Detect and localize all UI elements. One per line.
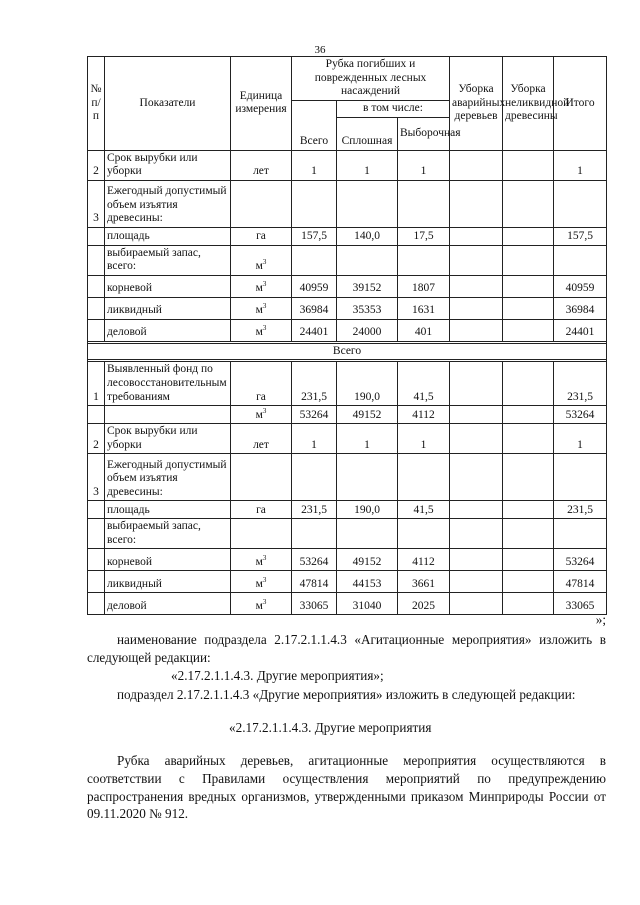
cell-total: 24401 <box>292 319 337 341</box>
section-title <box>88 341 607 362</box>
cell-sum: 36984 <box>554 297 607 319</box>
cell-num <box>88 406 105 424</box>
cell-solid <box>337 454 398 501</box>
cell-illiquid <box>503 406 554 424</box>
cell-num <box>88 297 105 319</box>
paragraph-rename-subsection: наименование подраздела 2.17.2.1.1.4.3 «Агитационные мероприятия» изложить в следующей редакции: <box>87 632 606 665</box>
cell-emergency <box>450 245 503 275</box>
cell-label: деловой <box>105 593 231 615</box>
cell-num <box>88 319 105 341</box>
cell-label: выбираемый запас, всего: <box>105 245 231 275</box>
table-body-upper <box>88 150 607 341</box>
cell-emergency <box>450 501 503 519</box>
cell-unit: $м^3$ <box>231 297 292 319</box>
cell-sum <box>554 245 607 275</box>
forest-felling-table <box>87 56 607 615</box>
cell-emergency <box>450 424 503 454</box>
cell-num <box>88 227 105 245</box>
cell-num: 3 <box>88 180 105 227</box>
cell-solid: 1 <box>337 424 398 454</box>
cell-illiquid <box>503 571 554 593</box>
cell-unit: лет <box>231 424 292 454</box>
cell-label: Срок вырубки или уборки <box>105 150 231 180</box>
table-row <box>88 275 607 297</box>
cell-label: Выявленный фонд по лесовосстановительным требованиям <box>105 362 231 406</box>
cell-unit <box>231 519 292 549</box>
cell-selective <box>398 180 450 227</box>
cell-unit: га <box>231 501 292 519</box>
cell-emergency <box>450 406 503 424</box>
cell-selective <box>398 454 450 501</box>
cell-solid: 44153 <box>337 571 398 593</box>
cell-total: 231,5 <box>292 362 337 406</box>
cell-total: 53264 <box>292 549 337 571</box>
cell-label: ликвидный <box>105 571 231 593</box>
cell-selective: 401 <box>398 319 450 341</box>
cell-emergency <box>450 227 503 245</box>
cell-unit: $м^3$ <box>231 406 292 424</box>
cell-illiquid <box>503 150 554 180</box>
header-emergency: Уборка аварийных деревьев <box>450 57 503 151</box>
cell-emergency <box>450 319 503 341</box>
header-sum: Итого <box>554 57 607 151</box>
cell-total <box>292 245 337 275</box>
cell-label: корневой <box>105 549 231 571</box>
header-num: № п/п <box>88 57 105 151</box>
paragraph-subsection-edit: подраздел 2.17.2.1.1.4.3 «Другие мероприятия» изложить в следующей редакции: <box>117 687 576 702</box>
header-unit: Единица измерения <box>231 57 292 151</box>
cell-num <box>88 501 105 519</box>
cell-label: Срок вырубки или уборки <box>105 424 231 454</box>
table-row <box>88 227 607 245</box>
cell-selective: 1807 <box>398 275 450 297</box>
cell-emergency <box>450 571 503 593</box>
cell-sum: 231,5 <box>554 501 607 519</box>
page-number: 36 <box>314 44 326 56</box>
cell-solid: 49152 <box>337 406 398 424</box>
table-row <box>88 424 607 454</box>
cell-sum <box>554 454 607 501</box>
cell-emergency <box>450 297 503 319</box>
cell-illiquid <box>503 501 554 519</box>
cell-num: 2 <box>88 424 105 454</box>
cell-unit: $м^3$ <box>231 571 292 593</box>
table-row <box>88 406 607 424</box>
cell-total <box>292 180 337 227</box>
cell-unit: га <box>231 227 292 245</box>
cell-sum: 1 <box>554 424 607 454</box>
cell-sum: 47814 <box>554 571 607 593</box>
cell-emergency <box>450 362 503 406</box>
cell-label: Ежегодный допустимый объем изъятия древесины: <box>105 454 231 501</box>
cell-sum: 40959 <box>554 275 607 297</box>
cell-sum: 53264 <box>554 406 607 424</box>
cell-sum: 53264 <box>554 549 607 571</box>
table-row <box>88 454 607 501</box>
cell-solid: 24000 <box>337 319 398 341</box>
table-body-lower <box>88 362 607 615</box>
cell-emergency <box>450 549 503 571</box>
cell-num <box>88 549 105 571</box>
cell-illiquid <box>503 275 554 297</box>
paragraph-new-title: «2.17.2.1.1.4.3. Другие мероприятия»; <box>171 668 384 683</box>
table-header <box>88 57 607 151</box>
cell-selective: 41,5 <box>398 501 450 519</box>
cell-unit <box>231 454 292 501</box>
cell-selective <box>398 519 450 549</box>
cell-num <box>88 519 105 549</box>
cell-sum <box>554 519 607 549</box>
cell-label: площадь <box>105 501 231 519</box>
cell-num: 3 <box>88 454 105 501</box>
cell-total: 157,5 <box>292 227 337 245</box>
cell-selective: 1 <box>398 150 450 180</box>
cell-solid: 49152 <box>337 549 398 571</box>
cell-solid: 190,0 <box>337 362 398 406</box>
header-total: Всего <box>292 101 337 151</box>
cell-selective: 4112 <box>398 549 450 571</box>
cell-total: 47814 <box>292 571 337 593</box>
cell-selective: 41,5 <box>398 362 450 406</box>
cell-illiquid <box>503 454 554 501</box>
cell-sum <box>554 180 607 227</box>
cell-selective: 1 <box>398 424 450 454</box>
cell-selective: 3661 <box>398 571 450 593</box>
cell-label: деловой <box>105 319 231 341</box>
cell-unit: $м^3$ <box>231 319 292 341</box>
table-row <box>88 501 607 519</box>
cell-sum: 24401 <box>554 319 607 341</box>
cell-label: Ежегодный допустимый объем изъятия древесины: <box>105 180 231 227</box>
cell-emergency <box>450 150 503 180</box>
cell-solid <box>337 245 398 275</box>
cell-label: выбираемый запас, всего: <box>105 519 231 549</box>
cell-emergency <box>450 519 503 549</box>
header-felling: Рубка погибших и поврежденных лесных насаждений <box>292 57 450 101</box>
cell-sum: 157,5 <box>554 227 607 245</box>
cell-selective: 17,5 <box>398 227 450 245</box>
cell-total: 231,5 <box>292 501 337 519</box>
cell-unit: $м^3$ <box>231 593 292 615</box>
section-row <box>88 341 607 362</box>
table-row <box>88 180 607 227</box>
cell-num <box>88 245 105 275</box>
table-row <box>88 245 607 275</box>
header-including: в том числе: <box>337 101 450 118</box>
cell-illiquid <box>503 227 554 245</box>
paragraph-body: Рубка аварийных деревьев, агитационные мероприятия осуществляются в соответствии с Правилами осуществления мероприятий по предупреждению распространения вредных организмов, утвержденными приказом Минприроды России от 09.11.2020 № 912. <box>87 753 606 822</box>
cell-num <box>88 275 105 297</box>
cell-solid: 140,0 <box>337 227 398 245</box>
cell-unit: $м^3$ <box>231 549 292 571</box>
cell-total: 36984 <box>292 297 337 319</box>
cell-selective <box>398 245 450 275</box>
cell-illiquid <box>503 180 554 227</box>
table-row <box>88 571 607 593</box>
table-row <box>88 549 607 571</box>
cell-illiquid <box>503 362 554 406</box>
cell-total: 33065 <box>292 593 337 615</box>
cell-unit: $м^3$ <box>231 245 292 275</box>
header-selective: Выборочная <box>398 117 450 150</box>
cell-solid <box>337 519 398 549</box>
header-indicators: Показатели <box>105 57 231 151</box>
cell-solid <box>337 180 398 227</box>
cell-label: площадь <box>105 227 231 245</box>
cell-solid: 39152 <box>337 275 398 297</box>
cell-solid: 190,0 <box>337 501 398 519</box>
cell-illiquid <box>503 424 554 454</box>
cell-illiquid <box>503 297 554 319</box>
cell-unit <box>231 180 292 227</box>
cell-emergency <box>450 275 503 297</box>
header-illiquid: Уборка неликвидной древесины <box>503 57 554 151</box>
paragraph-subsection-heading: «2.17.2.1.1.4.3. Другие мероприятия <box>229 720 432 735</box>
cell-selective: 4112 <box>398 406 450 424</box>
cell-total: 53264 <box>292 406 337 424</box>
cell-illiquid <box>503 319 554 341</box>
cell-sum: 231,5 <box>554 362 607 406</box>
cell-total <box>292 454 337 501</box>
cell-total: 1 <box>292 424 337 454</box>
table-row <box>88 362 607 406</box>
table-row <box>88 519 607 549</box>
cell-sum: 33065 <box>554 593 607 615</box>
cell-label <box>105 406 231 424</box>
cell-num: 2 <box>88 150 105 180</box>
cell-illiquid <box>503 245 554 275</box>
cell-sum: 1 <box>554 150 607 180</box>
cell-unit: га <box>231 362 292 406</box>
section-title-text: Всего <box>88 343 606 361</box>
cell-emergency <box>450 454 503 501</box>
cell-illiquid <box>503 519 554 549</box>
cell-label: корневой <box>105 275 231 297</box>
cell-selective: 2025 <box>398 593 450 615</box>
cell-unit: лет <box>231 150 292 180</box>
cell-emergency <box>450 180 503 227</box>
cell-selective: 1631 <box>398 297 450 319</box>
table-row <box>88 297 607 319</box>
cell-unit: $м^3$ <box>231 275 292 297</box>
cell-solid: 1 <box>337 150 398 180</box>
cell-total: 1 <box>292 150 337 180</box>
cell-num: 1 <box>88 362 105 406</box>
cell-total <box>292 519 337 549</box>
cell-num <box>88 571 105 593</box>
closing-quote: »; <box>595 612 606 627</box>
cell-label: ликвидный <box>105 297 231 319</box>
cell-total: 40959 <box>292 275 337 297</box>
table-row <box>88 319 607 341</box>
header-solid: Сплошная <box>337 117 398 150</box>
cell-solid: 35353 <box>337 297 398 319</box>
cell-solid: 31040 <box>337 593 398 615</box>
table-row <box>88 150 607 180</box>
cell-illiquid <box>503 549 554 571</box>
